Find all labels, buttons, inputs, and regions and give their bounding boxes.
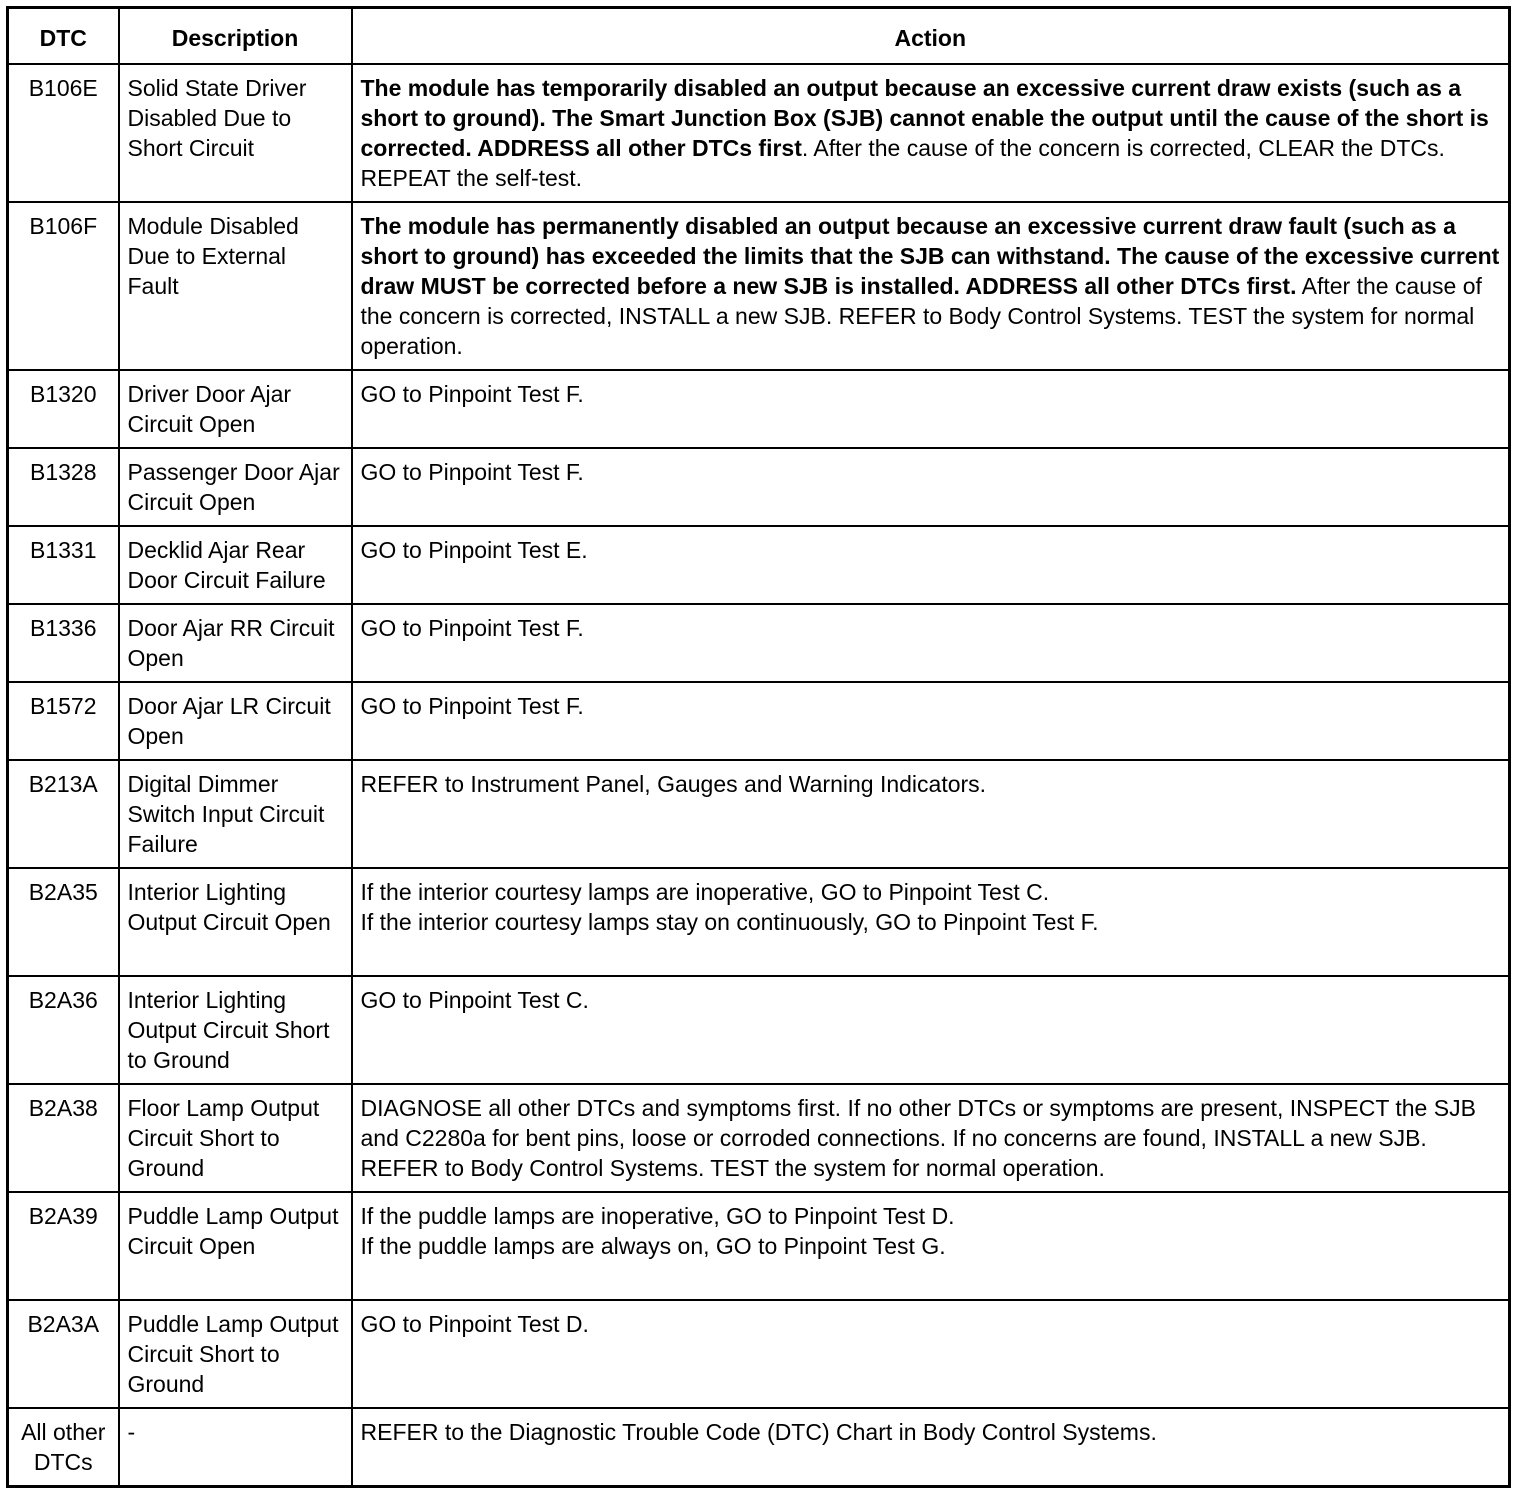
header-dtc: DTC bbox=[8, 8, 119, 65]
table-row bbox=[8, 1192, 1510, 1300]
action-line: If the puddle lamps are inoperative, GO to Pinpoint Test D. bbox=[360, 1203, 955, 1229]
table-row bbox=[8, 868, 1510, 976]
dtc-code: B1572 bbox=[8, 682, 119, 760]
dtc-description: Interior Lighting Output Circuit Open bbox=[119, 868, 352, 976]
dtc-description: Solid State Driver Disabled Due to Short Circuit bbox=[119, 64, 352, 202]
table-row bbox=[8, 976, 1510, 1084]
dtc-description: Puddle Lamp Output Circuit Open bbox=[119, 1192, 352, 1300]
table-row bbox=[8, 1408, 1510, 1486]
action-text: After the cause of the concern is corrected, INSTALL a new SJB. REFER to Body Control Systems. TEST the system for normal operation. bbox=[360, 273, 1482, 359]
dtc-code: B1320 bbox=[8, 370, 119, 448]
table-row bbox=[8, 1084, 1510, 1192]
dtc-code: B1331 bbox=[8, 526, 119, 604]
dtc-action: REFER to the Diagnostic Trouble Code (DTC) Chart in Body Control Systems. bbox=[352, 1408, 1510, 1486]
dtc-code: All other DTCs bbox=[8, 1408, 119, 1486]
action-text: . After the cause of the concern is corrected, CLEAR the DTCs. REPEAT the self-test. bbox=[360, 135, 1445, 191]
dtc-action bbox=[352, 202, 1510, 370]
dtc-action: GO to Pinpoint Test F. bbox=[352, 370, 1510, 448]
table-row bbox=[8, 370, 1510, 448]
dtc-description: Floor Lamp Output Circuit Short to Ground bbox=[119, 1084, 352, 1192]
dtc-code: B1336 bbox=[8, 604, 119, 682]
dtc-code: B1328 bbox=[8, 448, 119, 526]
table-row bbox=[8, 202, 1510, 370]
dtc-action: REFER to Instrument Panel, Gauges and Warning Indicators. bbox=[352, 760, 1510, 868]
dtc-description: Passenger Door Ajar Circuit Open bbox=[119, 448, 352, 526]
dtc-action bbox=[352, 868, 1510, 976]
dtc-code: B106E bbox=[8, 64, 119, 202]
dtc-description: Door Ajar LR Circuit Open bbox=[119, 682, 352, 760]
dtc-action: GO to Pinpoint Test D. bbox=[352, 1300, 1510, 1408]
dtc-code: B2A38 bbox=[8, 1084, 119, 1192]
dtc-description: Puddle Lamp Output Circuit Short to Ground bbox=[119, 1300, 352, 1408]
table-row bbox=[8, 604, 1510, 682]
action-line: If the interior courtesy lamps are inoperative, GO to Pinpoint Test C. bbox=[360, 879, 1050, 905]
header-description: Description bbox=[119, 8, 352, 65]
dtc-code: B2A35 bbox=[8, 868, 119, 976]
dtc-action: GO to Pinpoint Test F. bbox=[352, 448, 1510, 526]
table-row bbox=[8, 64, 1510, 202]
table-row bbox=[8, 448, 1510, 526]
dtc-table bbox=[6, 6, 1511, 1488]
dtc-action: GO to Pinpoint Test F. bbox=[352, 604, 1510, 682]
dtc-description: Decklid Ajar Rear Door Circuit Failure bbox=[119, 526, 352, 604]
dtc-code: B2A3A bbox=[8, 1300, 119, 1408]
dtc-code: B2A36 bbox=[8, 976, 119, 1084]
dtc-action bbox=[352, 64, 1510, 202]
dtc-action bbox=[352, 1192, 1510, 1300]
dtc-code: B213A bbox=[8, 760, 119, 868]
header-action: Action bbox=[352, 8, 1510, 65]
dtc-action: DIAGNOSE all other DTCs and symptoms first. If no other DTCs or symptoms are present, INSPECT the SJB and C2280a for bent pins, loose or corroded connections. If no concerns are found, INSTALL a new SJB. REFER to Body Control Systems. TEST the system for normal operation. bbox=[352, 1084, 1510, 1192]
action-line: If the puddle lamps are always on, GO to Pinpoint Test G. bbox=[360, 1233, 946, 1259]
dtc-action: GO to Pinpoint Test F. bbox=[352, 682, 1510, 760]
table-header-row bbox=[8, 8, 1510, 65]
table-row bbox=[8, 682, 1510, 760]
dtc-action: GO to Pinpoint Test C. bbox=[352, 976, 1510, 1084]
table-row bbox=[8, 1300, 1510, 1408]
table-row bbox=[8, 760, 1510, 868]
dtc-code: B106F bbox=[8, 202, 119, 370]
action-line: If the interior courtesy lamps stay on continuously, GO to Pinpoint Test F. bbox=[360, 909, 1099, 935]
dtc-action: GO to Pinpoint Test E. bbox=[352, 526, 1510, 604]
dtc-description: - bbox=[119, 1408, 352, 1486]
action-emphasis: The module has temporarily disabled an output because an excessive current draw exists (such as a short to ground). The Smart Junction Box (SJB) cannot enable the output until the cause of the short is corrected. ADDRESS all other DTCs first bbox=[360, 75, 1489, 161]
dtc-description: Interior Lighting Output Circuit Short to Ground bbox=[119, 976, 352, 1084]
dtc-description: Door Ajar RR Circuit Open bbox=[119, 604, 352, 682]
dtc-description: Driver Door Ajar Circuit Open bbox=[119, 370, 352, 448]
action-emphasis: The module has permanently disabled an output because an excessive current draw fault (such as a short to ground) has exceeded the limits that the SJB can withstand. The cause of the excessive current draw MUST be corrected before a new SJB is installed. ADDRESS all other DTCs first. bbox=[360, 213, 1500, 299]
dtc-description: Module Disabled Due to External Fault bbox=[119, 202, 352, 370]
dtc-code: B2A39 bbox=[8, 1192, 119, 1300]
dtc-description: Digital Dimmer Switch Input Circuit Failure bbox=[119, 760, 352, 868]
table-row bbox=[8, 526, 1510, 604]
